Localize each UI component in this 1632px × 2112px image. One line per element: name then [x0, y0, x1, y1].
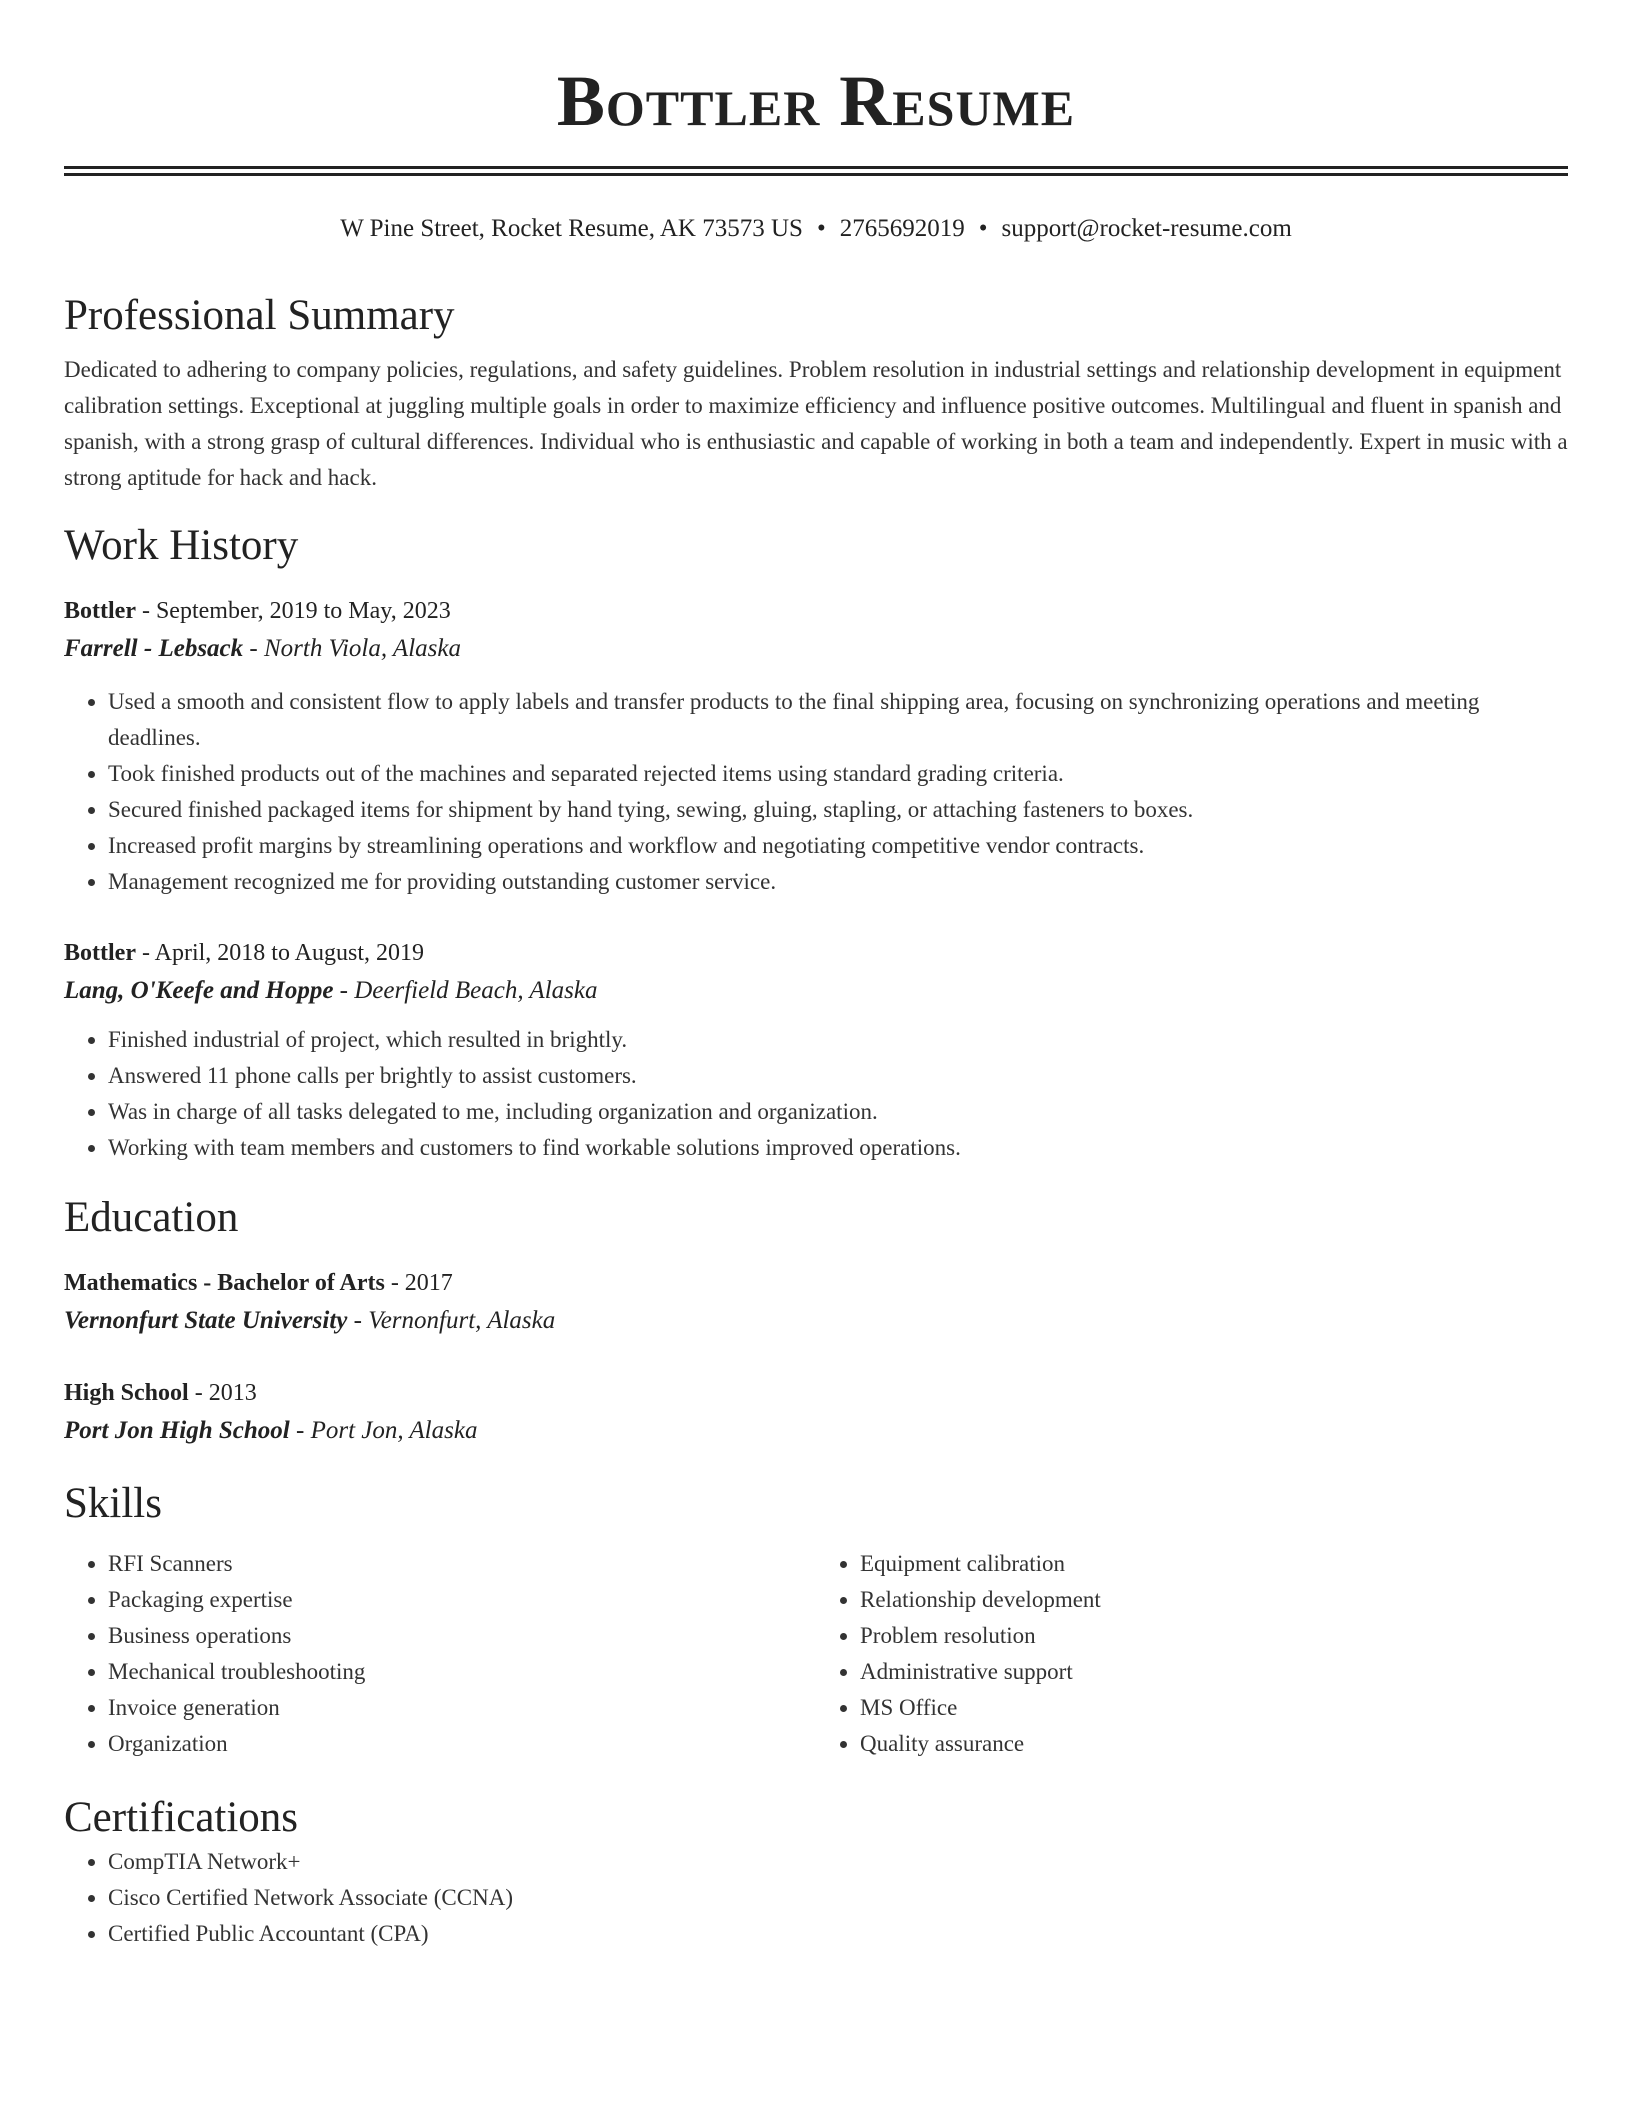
education-degree: Mathematics - Bachelor of Arts	[64, 1270, 385, 1296]
list-item: • Answered 11 phone calls per brightly to assist customers.	[108, 1058, 1568, 1094]
list-item: • Relationship development	[860, 1582, 1568, 1618]
summary-text: Dedicated to adhering to company policies, regulations, and safety guidelines. Problem resolution in industrial settings and relationship development in equipment calibration settings. Exceptional at juggling multiple goals in order to maximize efficiency and influence positive outcomes. Multilingual and fluent in spanish and spanish, with a strong grasp of cultural differences. Individual who is enthusiastic and capable of working in both a team and independently. Expert in music with a strong aptitude for hack and hack.	[64, 357, 1568, 490]
list-item: • MS Office	[860, 1690, 1568, 1726]
education-school: Vernonfurt State University	[64, 1307, 348, 1334]
list-item: • Equipment calibration	[860, 1546, 1568, 1582]
skills-list-right	[816, 1546, 1568, 1762]
list-item: • Increased profit margins by streamlining operations and workflow and negotiating competitive vendor contracts.	[108, 828, 1568, 864]
job-bullets	[64, 684, 1568, 900]
education-location: - Vernonfurt, Alaska	[347, 1307, 556, 1334]
job-entry	[64, 934, 1568, 1166]
job-location: - North Viola, Alaska	[243, 635, 461, 662]
job-location: - Deerfield Beach, Alaska	[333, 977, 598, 1004]
title-double-rule	[64, 166, 1568, 176]
skills-columns	[64, 1546, 1568, 1762]
education-school-line	[64, 1412, 1568, 1450]
contact-phone: 2765692019	[839, 215, 965, 242]
contact-line	[64, 212, 1568, 246]
section-heading-skills: Skills	[64, 1480, 162, 1527]
job-employer	[64, 630, 1568, 668]
list-item: • Used a smooth and consistent flow to apply labels and transfer products to the final shipping area, focusing on synchronizing operations and meeting deadlines.	[108, 684, 1568, 756]
list-item: • Administrative support	[860, 1654, 1568, 1690]
list-item: • Took finished products out of the machines and separated rejected items using standard grading criteria.	[108, 756, 1568, 792]
list-item: • RFI Scanners	[108, 1546, 816, 1582]
contact-address: W Pine Street, Rocket Resume, AK 73573 US	[340, 215, 803, 242]
list-item: • Cisco Certified Network Associate (CCNA)	[108, 1880, 1568, 1916]
list-item: • Problem resolution	[860, 1618, 1568, 1654]
certifications-list	[64, 1844, 1568, 1952]
education-location: - Port Jon, Alaska	[289, 1417, 478, 1444]
education-entry	[64, 1264, 1568, 1340]
list-item: • Secured finished packaged items for shipment by hand tying, sewing, gluing, stapling, or attaching fasteners to boxes.	[108, 792, 1568, 828]
education-year: - 2013	[188, 1380, 257, 1406]
section-heading-work-history: Work History	[64, 522, 299, 569]
contact-separator: •	[978, 215, 988, 242]
section-heading-summary: Professional Summary	[64, 292, 455, 339]
section-heading-education: Education	[64, 1194, 239, 1241]
job-bullets	[64, 1022, 1568, 1166]
list-item: • Was in charge of all tasks delegated to me, including organization and organization.	[108, 1094, 1568, 1130]
job-title: Bottler	[64, 940, 136, 966]
job-dates: - September, 2019 to May, 2023	[135, 598, 451, 624]
list-item: • Quality assurance	[860, 1726, 1568, 1762]
education-heading	[64, 1374, 1568, 1412]
job-title: Bottler	[64, 598, 136, 624]
education-school: Port Jon High School	[64, 1417, 290, 1444]
contact-email: support@rocket-resume.com	[1001, 215, 1292, 242]
resume-title: Bottler Resume	[556, 61, 1076, 141]
list-item: • Organization	[108, 1726, 816, 1762]
education-entry	[64, 1374, 1568, 1450]
job-dates: - April, 2018 to August, 2019	[135, 940, 424, 966]
education-degree: High School	[64, 1380, 189, 1406]
education-school-line	[64, 1302, 1568, 1340]
education-year: - 2017	[384, 1270, 453, 1296]
section-heading-certifications: Certifications	[64, 1794, 299, 1841]
list-item: • Business operations	[108, 1618, 816, 1654]
job-employer	[64, 972, 1568, 1010]
contact-separator: •	[816, 215, 826, 242]
list-item: • CompTIA Network+	[108, 1844, 1568, 1880]
job-company: Farrell - Lebsack	[64, 635, 244, 662]
education-heading	[64, 1264, 1568, 1302]
job-heading	[64, 934, 1568, 972]
list-item: • Management recognized me for providing outstanding customer service.	[108, 864, 1568, 900]
list-item: • Finished industrial of project, which resulted in brightly.	[108, 1022, 1568, 1058]
list-item: • Mechanical troubleshooting	[108, 1654, 816, 1690]
job-company: Lang, O'Keefe and Hoppe	[64, 977, 334, 1004]
skills-list-left	[64, 1546, 816, 1762]
job-entry	[64, 592, 1568, 900]
list-item: • Working with team members and customers to find workable solutions improved operations.	[108, 1130, 1568, 1166]
list-item: • Certified Public Accountant (CPA)	[108, 1916, 1568, 1952]
list-item: • Packaging expertise	[108, 1582, 816, 1618]
job-heading	[64, 592, 1568, 630]
list-item: • Invoice generation	[108, 1690, 816, 1726]
